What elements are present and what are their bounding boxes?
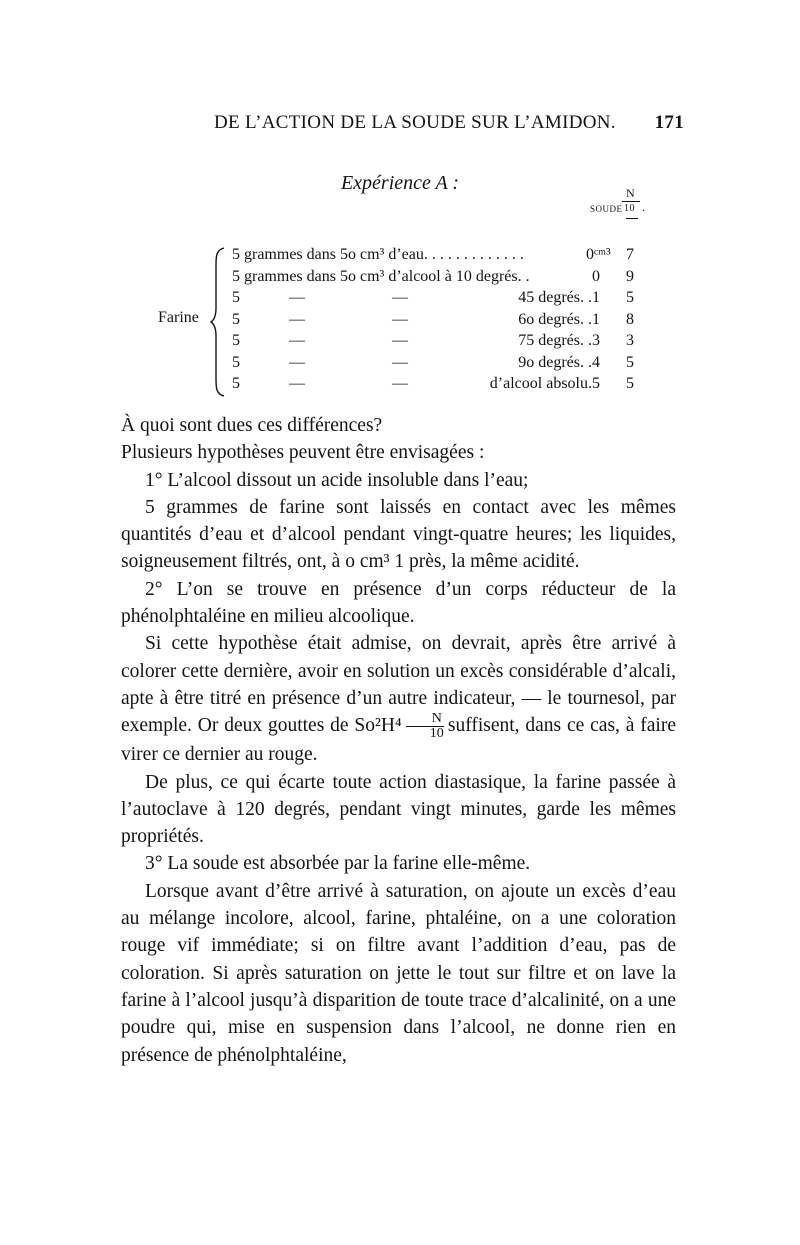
fraction-bar	[622, 201, 640, 202]
row-value-2: 9	[626, 267, 634, 285]
ditto-mark: —	[392, 353, 408, 371]
row-quantity: 5	[232, 353, 240, 371]
paragraph	[121, 630, 676, 768]
paragraph: De plus, ce qui écarte toute action diastasique, la farine passée à l’autoclave à 120 degrés, pendant vingt minutes, garde les mêmes propriétés.	[121, 771, 676, 848]
ditto-mark: —	[289, 310, 305, 328]
row-value-1: 0	[592, 267, 600, 285]
row-quantity: 5	[232, 375, 240, 392]
column-header-denominator: 10	[624, 203, 635, 214]
ditto-mark: —	[392, 332, 408, 349]
fraction-denominator: 10	[429, 726, 444, 742]
experiment-table	[232, 246, 652, 397]
row-quantity: 5	[232, 332, 240, 349]
row-value-2: 3	[626, 332, 634, 349]
paragraph: Plusieurs hypothèses peuvent être envisagées :	[121, 442, 485, 464]
row-value-2: 8	[626, 310, 634, 328]
row-value-2: 7	[626, 246, 634, 263]
ditto-mark: —	[289, 332, 305, 349]
body-text	[121, 412, 676, 1069]
row-value-2: 5	[626, 375, 634, 392]
paragraph: 2° L’on se trouve en présence d’un corps réducteur de la phénolphtaléine en milieu alcoolique.	[121, 578, 676, 628]
fraction-numerator: N	[406, 712, 444, 727]
header-title: DE L’ACTION DE LA SOUDE SUR L’AMIDON.	[214, 112, 616, 133]
row-text: 5 grammes dans 5o cm³ d’alcool à 10 degrés. .	[232, 267, 530, 285]
table-row	[232, 289, 652, 311]
ditto-mark: —	[392, 289, 408, 306]
column-header-rule	[626, 218, 638, 219]
ditto-mark: —	[392, 310, 408, 328]
paragraph: 5 grammes de farine sont laissés en contact avec les mêmes quantités d’eau et d’alcool pendant vingt-quatre heures; les liquides, soigneusement filtrés, ont, à o cm³ 1 près, la même acidité.	[121, 496, 676, 573]
table-row	[232, 332, 652, 354]
row-value-1: 0ᶜᵐ³	[586, 246, 611, 263]
ditto-mark: —	[289, 375, 305, 392]
column-header-soude	[588, 186, 658, 226]
row-value-1: 4	[592, 353, 600, 371]
page-number: 171	[654, 112, 684, 133]
row-value-1: 1	[592, 310, 600, 328]
table-row	[232, 311, 652, 333]
row-degree: d’alcool absolu.	[489, 375, 592, 392]
table-row	[232, 354, 652, 376]
ditto-mark: —	[289, 289, 305, 306]
row-quantity: 5	[232, 310, 240, 328]
row-degree: 9o degrés. .	[518, 353, 592, 371]
paragraph-text: Si cette hypothèse était admise, on devrait, après être arrivé à colorer cette dernière, avoir en solution un excès considérable d’alcali, apte à être titré en présence d’un autre indicateur, — le tournesol, par exemple. Or deux gouttes de So²H⁴	[121, 633, 676, 737]
paragraph: Lorsque avant d’être arrivé à saturation, on ajoute un excès d’eau au mélange incolore, alcool, farine, phtaléine, on a une coloration rouge vif immédiate; si on filtre avant l’addition d’eau, pas de coloration. Si après saturation on jette le tout sur filtre et on lave la farine à l’alcool jusqu’à disparition de toute trace d’alcalinité, on a une poudre qui, mise en suspension dans l’alcool, ne donne rien en présence de phénolphtaléine,	[121, 880, 676, 1066]
paragraph: À quoi sont dues ces différences?	[121, 415, 383, 436]
paragraph: 3° La soude est absorbée par la farine elle-même.	[145, 853, 531, 875]
row-degree: 75 degrés. .	[518, 332, 592, 349]
row-value-1: 3	[592, 332, 600, 349]
paragraph: 1° L’alcool dissout un acide insoluble dans l’eau;	[145, 469, 529, 491]
row-group-label: Farine	[158, 309, 199, 326]
row-quantity: 5	[232, 289, 240, 306]
row-value-2: 5	[626, 289, 634, 306]
table-row	[232, 246, 652, 268]
row-degree: 6o degrés. .	[518, 310, 592, 328]
column-header-numerator: N	[626, 186, 636, 200]
brace-icon	[210, 246, 226, 398]
row-text: 5 grammes dans 5o cm³ d’eau. . . . . . . . . . . . .	[232, 246, 524, 263]
row-degree: 45 degrés. .	[518, 289, 592, 306]
table-row	[232, 268, 652, 290]
paragraph-text: suffisent, dans ce cas, à faire virer ce dernier au rouge.	[121, 715, 676, 766]
table-row	[232, 375, 652, 397]
inline-fraction	[406, 712, 444, 741]
ditto-mark: —	[392, 375, 408, 392]
column-header-label: SOUDE	[590, 204, 623, 214]
row-value-1: 5	[592, 375, 600, 392]
row-value-2: 5	[626, 353, 634, 371]
experiment-title: Expérience A :	[340, 172, 460, 194]
column-header-dot: .	[642, 200, 646, 214]
row-value-1: 1	[592, 289, 600, 306]
ditto-mark: —	[289, 353, 305, 371]
